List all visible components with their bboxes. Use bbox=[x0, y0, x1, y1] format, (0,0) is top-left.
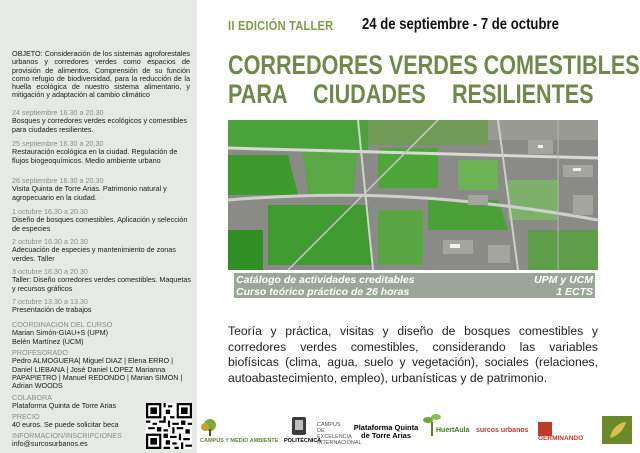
session-topic: Taller: Diseño corredores verdes comestibles. Maquetas y recursos gráficos bbox=[12, 275, 191, 293]
session-topic: Restauración ecológica en la ciudad. Regulación de flujos biogeoquímicos. Medio ambiente urbano bbox=[12, 147, 178, 165]
catalog-credits: Catálogo de actividades creditables bbox=[236, 274, 415, 286]
course-objective: OBJETO: Consideración de los sistemas agroforestales urbanos y corredores verdes como espacios de provisión de alimentos. Comprensión de su función como refugio de biodiversidad, para la reducción de la huella ecológica de nuestro sistema alimentario, y mitigación y adaptación al cambio climático bbox=[12, 49, 190, 100]
upm-logo-text: POLITÉCNICA bbox=[284, 438, 322, 444]
session-date: 1 octubre 16.30 a 20.30 bbox=[12, 207, 88, 216]
session-topic: Adecuación de especies y mantenimiento de zonas verdes. Taller bbox=[12, 245, 176, 263]
session-date: 26 septiembre 16.30 a 20.30 bbox=[12, 176, 104, 185]
germinando-logo-text: GERMINANDO bbox=[538, 435, 584, 442]
coordination-label: COORDINACION DEL CURSO bbox=[12, 320, 113, 329]
coordination-block bbox=[12, 321, 192, 346]
coordinator-2: Belén Martínez (UCM) bbox=[12, 336, 84, 346]
session-topic: Bosques y corredores verdes ecológicos y comestibles para ciudades resilientes. bbox=[12, 116, 187, 134]
price-value: 40 euros. Se puede solicitar beca bbox=[12, 420, 119, 430]
course-dates: 24 de septiembre - 7 de octubre bbox=[362, 16, 559, 33]
campus-logo-text: CAMPUS Y MEDIO AMBIENTE bbox=[200, 438, 279, 444]
crest-icon bbox=[291, 416, 307, 436]
session-1 bbox=[12, 109, 192, 134]
edition-label: II EDICIÓN TALLER bbox=[228, 18, 334, 33]
cei-logo-text: CAMPUS DE EXCELENCIA INTERNACIONAL bbox=[317, 422, 362, 446]
session-date: 3 octubre 16.30 a 20.30 bbox=[12, 267, 88, 276]
session-6 bbox=[12, 268, 192, 293]
upm-logo bbox=[284, 416, 322, 444]
project-badge-icon bbox=[602, 416, 632, 444]
huertaula-logo-text: HuertAula bbox=[436, 427, 470, 434]
catalog-line-1 bbox=[236, 274, 593, 286]
plataforma-logo-text: Plataforma Quinta de Torre Arias bbox=[353, 423, 419, 440]
session-date: 7 octubre 13.30 a 13.30 bbox=[12, 297, 88, 306]
session-date: 2 octubre 16.30 a 20.30 bbox=[12, 237, 88, 246]
germinando-logo bbox=[538, 422, 596, 442]
session-4 bbox=[12, 208, 192, 233]
price-label: PRECIO bbox=[12, 412, 40, 421]
title-line-1: CORREDORES VERDES COMESTIBLES bbox=[228, 50, 640, 80]
huertaula-logo bbox=[422, 412, 470, 438]
session-2 bbox=[12, 140, 192, 165]
catalog-hours: Curso teórico práctico de 26 horas bbox=[236, 286, 410, 298]
course-description: Teoría y práctica, visitas y diseño de bosques comestibles y corredores verdes comestibles, considerando las variables biofísicas (clima, agua, suelo y vegetación), sociales (relaciones, autoabastecimiento, empleo), urbanísticas y de patrimonio. bbox=[228, 324, 598, 385]
partner-logos bbox=[200, 410, 640, 450]
collaborator: Plataforma Quinta de Torre Arias bbox=[12, 401, 117, 411]
leaf-icon bbox=[602, 416, 632, 444]
surcos-logo-text: surcos urbanos bbox=[476, 427, 529, 434]
professors-list: Pedro ALMOGUERA| Miguel DIAZ | Elena ERRO | Daniel LIEBANA | José Daniel LOPEZ Marianna PAPAPIETRO | Manuel REDONDO | Marian SIMON | Adrian WOODS bbox=[12, 356, 183, 391]
collaborates-label: COLABORA bbox=[12, 393, 52, 402]
session-5 bbox=[12, 238, 192, 263]
professors-label: PROFESORADO bbox=[12, 348, 68, 357]
title-line-2 bbox=[228, 79, 594, 109]
title-word: CIUDADES bbox=[312, 79, 426, 109]
professors-block bbox=[12, 349, 192, 390]
title-word: PARA bbox=[228, 79, 287, 109]
session-date: 24 septiembre 16.30 a 20.30 bbox=[12, 108, 104, 117]
session-date: 25 septiembre 16.30 a 20.30 bbox=[12, 139, 104, 148]
germinando-mark-icon bbox=[538, 422, 552, 436]
coordinator-1: Marian Simón-GIAU+S (UPM) bbox=[12, 328, 109, 338]
catalog-banner bbox=[234, 273, 595, 298]
title-word: RESILIENTES bbox=[451, 79, 594, 109]
session-3 bbox=[12, 177, 192, 202]
catalog-line-2 bbox=[236, 286, 593, 298]
catalog-universities: UPM y UCM bbox=[534, 274, 593, 286]
session-topic: Presentación de trabajos bbox=[12, 305, 92, 315]
session-7 bbox=[12, 298, 192, 315]
contact-email[interactable]: info@surcosurbanos.es bbox=[12, 439, 88, 449]
qr-code-icon bbox=[146, 403, 192, 449]
tree-icon bbox=[200, 418, 220, 436]
campus-logo bbox=[200, 418, 280, 444]
catalog-ects: 1 ECTS bbox=[556, 286, 593, 298]
info-label: INFORMACION/INSCRIPCIONES bbox=[12, 431, 122, 440]
session-topic: Visita Quinta de Torre Arias. Patrimonio natural y agropecuario en la ciudad. bbox=[12, 184, 167, 202]
session-topic: Diseño de bosques comestibles. Aplicación y selección de especies bbox=[12, 215, 188, 233]
sidebar bbox=[0, 0, 197, 453]
aerial-city-photo bbox=[228, 120, 598, 270]
